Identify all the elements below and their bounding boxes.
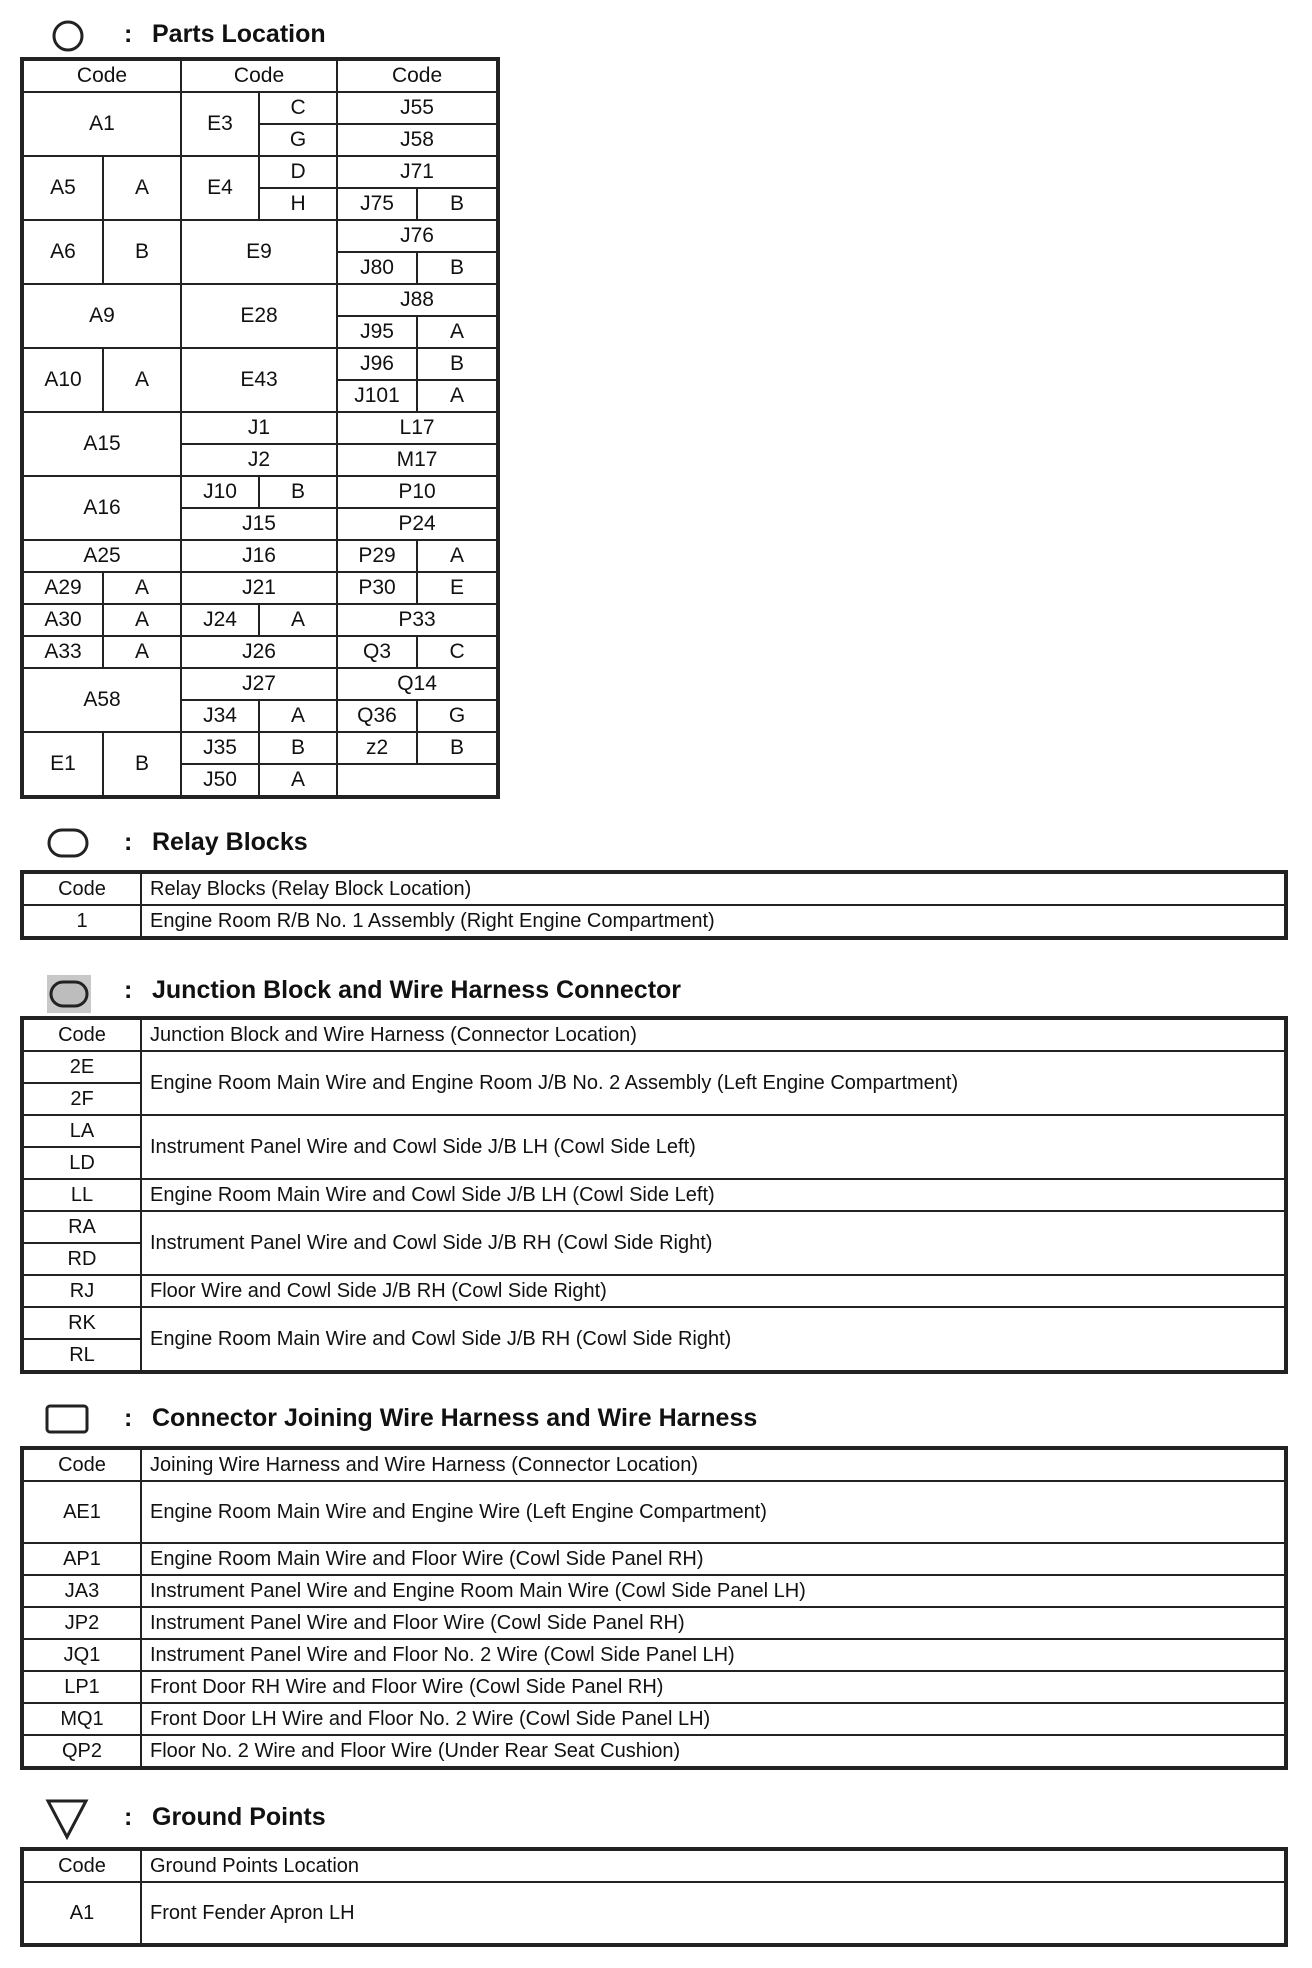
relay-blocks-list [22, 872, 1286, 938]
description-cell: Front Fender Apron LH [141, 1882, 1285, 1944]
description-cell: Engine Room Main Wire and Cowl Side J/B LH (Cowl Side Left) [141, 1179, 1285, 1211]
part-code: J10 [181, 476, 259, 508]
table-row [23, 1575, 1285, 1607]
part-sub-code: A [417, 380, 497, 412]
table-row [23, 905, 1285, 937]
part-sub-code: A [103, 348, 181, 412]
header-row [23, 1850, 1285, 1882]
part-code: A58 [23, 668, 181, 732]
code-cell: LD [23, 1147, 141, 1179]
part-sub-code: B [259, 476, 337, 508]
part-code: E9 [181, 220, 337, 284]
relay-blocks-section [0, 822, 1312, 932]
column-header: Code [23, 60, 181, 92]
parts-grid [22, 59, 498, 797]
shaded-oval-icon [46, 974, 92, 1014]
code-cell: RD [23, 1243, 141, 1275]
ground-points-list [22, 1849, 1286, 1945]
relay-blocks-header [0, 822, 1312, 862]
header-row [23, 1449, 1285, 1481]
part-code: A29 [23, 572, 103, 604]
parts-location-section [0, 14, 1312, 791]
rectangle-icon [44, 1402, 90, 1436]
parts-row [23, 732, 497, 764]
parts-location-table [22, 59, 496, 791]
colon: : [124, 1404, 133, 1432]
description-header: Junction Block and Wire Harness (Connector Location) [141, 1019, 1285, 1051]
table-row [23, 1115, 1285, 1147]
code-header: Code [23, 1019, 141, 1051]
colon: : [124, 1803, 133, 1831]
connector-header [0, 1398, 1312, 1438]
table-row [23, 1882, 1285, 1944]
part-code: J96 [337, 348, 417, 380]
part-sub-code: B [417, 732, 497, 764]
description-cell: Front Door RH Wire and Floor Wire (Cowl Side Panel RH) [141, 1671, 1285, 1703]
part-code: M17 [337, 444, 497, 476]
section-title: Junction Block and Wire Harness Connector [152, 976, 682, 1004]
colon: : [124, 20, 133, 48]
code-cell: RJ [23, 1275, 141, 1307]
part-code: P10 [337, 476, 497, 508]
part-code: Q3 [337, 636, 417, 668]
part-code: J101 [337, 380, 417, 412]
part-code: J21 [181, 572, 337, 604]
part-sub-code: C [417, 636, 497, 668]
part-code: E43 [181, 348, 337, 412]
part-code: E28 [181, 284, 337, 348]
part-code: Q36 [337, 700, 417, 732]
part-code: J35 [181, 732, 259, 764]
section-title: Relay Blocks [152, 828, 308, 856]
part-code: J71 [337, 156, 497, 188]
part-code: A25 [23, 540, 181, 572]
part-code: A33 [23, 636, 103, 668]
part-sub-code: B [417, 348, 497, 380]
table-row [23, 1671, 1285, 1703]
part-code: L17 [337, 412, 497, 444]
table-row [23, 1307, 1285, 1339]
part-code: J50 [181, 764, 259, 796]
triangle-icon [44, 1797, 90, 1841]
table-row [23, 1543, 1285, 1575]
column-header: Code [337, 60, 497, 92]
code-cell: A1 [23, 1882, 141, 1944]
part-code: A16 [23, 476, 181, 540]
code-cell: LL [23, 1179, 141, 1211]
part-sub-code: A [259, 604, 337, 636]
table-row [23, 1607, 1285, 1639]
part-code: A10 [23, 348, 103, 412]
part-code: J2 [181, 444, 337, 476]
part-sub-code: G [259, 124, 337, 156]
part-code: J34 [181, 700, 259, 732]
part-code: J26 [181, 636, 337, 668]
description-cell: Engine Room R/B No. 1 Assembly (Right Engine Compartment) [141, 905, 1285, 937]
part-code: J55 [337, 92, 497, 124]
table-row [23, 1639, 1285, 1671]
description-cell: Floor No. 2 Wire and Floor Wire (Under Rear Seat Cushion) [141, 1735, 1285, 1767]
part-code: J95 [337, 316, 417, 348]
description-cell: Instrument Panel Wire and Cowl Side J/B LH (Cowl Side Left) [141, 1115, 1285, 1179]
part-sub-code: H [259, 188, 337, 220]
part-sub-code: A [417, 540, 497, 572]
part-code: P24 [337, 508, 497, 540]
parts-location-header [0, 14, 1312, 54]
table-row [23, 1051, 1285, 1083]
part-sub-code: B [259, 732, 337, 764]
parts-row [23, 476, 497, 508]
part-sub-code: B [103, 732, 181, 796]
code-cell: JA3 [23, 1575, 141, 1607]
part-sub-code: A [259, 700, 337, 732]
code-cell: JP2 [23, 1607, 141, 1639]
junction-blocks-list [22, 1018, 1286, 1372]
section-title: Connector Joining Wire Harness and Wire Harness [152, 1404, 758, 1432]
part-code: E1 [23, 732, 103, 796]
part-sub-code: G [417, 700, 497, 732]
part-code: J75 [337, 188, 417, 220]
part-code: A5 [23, 156, 103, 220]
connectors-list [22, 1448, 1286, 1768]
parts-row [23, 668, 497, 700]
part-code: A30 [23, 604, 103, 636]
part-code: Q14 [337, 668, 497, 700]
part-code: A15 [23, 412, 181, 476]
code-cell: AE1 [23, 1481, 141, 1543]
part-sub-code: A [103, 572, 181, 604]
colon: : [124, 976, 133, 1004]
parts-row [23, 284, 497, 316]
part-code: A9 [23, 284, 181, 348]
parts-header-row [23, 60, 497, 92]
code-cell: MQ1 [23, 1703, 141, 1735]
part-sub-code: A [103, 604, 181, 636]
part-sub-code: D [259, 156, 337, 188]
code-cell: AP1 [23, 1543, 141, 1575]
table-row [23, 1275, 1285, 1307]
part-code: J80 [337, 252, 417, 284]
part-code: J1 [181, 412, 337, 444]
description-header: Joining Wire Harness and Wire Harness (Connector Location) [141, 1449, 1285, 1481]
parts-row [23, 220, 497, 252]
part-sub-code: B [417, 188, 497, 220]
part-sub-code: B [417, 252, 497, 284]
part-code: E3 [181, 92, 259, 156]
parts-row [23, 540, 497, 572]
table-row [23, 1703, 1285, 1735]
description-cell: Instrument Panel Wire and Floor Wire (Cowl Side Panel RH) [141, 1607, 1285, 1639]
code-cell: LP1 [23, 1671, 141, 1703]
table-row [23, 1735, 1285, 1767]
description-cell: Floor Wire and Cowl Side J/B RH (Cowl Side Right) [141, 1275, 1285, 1307]
column-header: Code [181, 60, 337, 92]
part-code: J15 [181, 508, 337, 540]
description-cell: Engine Room Main Wire and Engine Wire (Left Engine Compartment) [141, 1481, 1285, 1543]
part-sub-code: A [259, 764, 337, 796]
circle-icon [50, 18, 86, 54]
code-cell: RK [23, 1307, 141, 1339]
description-cell: Instrument Panel Wire and Cowl Side J/B RH (Cowl Side Right) [141, 1211, 1285, 1275]
part-code: A1 [23, 92, 181, 156]
parts-row [23, 572, 497, 604]
header-row [23, 873, 1285, 905]
part-sub-code: C [259, 92, 337, 124]
part-sub-code: A [103, 156, 181, 220]
code-cell: LA [23, 1115, 141, 1147]
table-row [23, 1481, 1285, 1543]
part-code: P33 [337, 604, 497, 636]
parts-row [23, 92, 497, 124]
part-code: z2 [337, 732, 417, 764]
ground-points-section [0, 1797, 1312, 1924]
part-code: J88 [337, 284, 497, 316]
description-cell: Instrument Panel Wire and Floor No. 2 Wire (Cowl Side Panel LH) [141, 1639, 1285, 1671]
part-sub-code: A [417, 316, 497, 348]
part-code: A6 [23, 220, 103, 284]
parts-row [23, 412, 497, 444]
description-cell: Engine Room Main Wire and Floor Wire (Cowl Side Panel RH) [141, 1543, 1285, 1575]
parts-row [23, 636, 497, 668]
parts-row [23, 348, 497, 380]
part-code: P29 [337, 540, 417, 572]
parts-row [23, 156, 497, 188]
section-title: Ground Points [152, 1803, 326, 1831]
code-cell: 2F [23, 1083, 141, 1115]
description-cell: Instrument Panel Wire and Engine Room Main Wire (Cowl Side Panel LH) [141, 1575, 1285, 1607]
part-code: J24 [181, 604, 259, 636]
parts-row [23, 604, 497, 636]
ground-points-header [0, 1797, 1312, 1837]
header-row [23, 1019, 1285, 1051]
rounded-oval-icon [46, 826, 90, 860]
table-row [23, 1211, 1285, 1243]
code-cell: RL [23, 1339, 141, 1371]
colon: : [124, 828, 133, 856]
part-code: P30 [337, 572, 417, 604]
description-header: Relay Blocks (Relay Block Location) [141, 873, 1285, 905]
part-code [337, 764, 497, 796]
part-code: E4 [181, 156, 259, 220]
part-sub-code: A [103, 636, 181, 668]
description-cell: Engine Room Main Wire and Cowl Side J/B RH (Cowl Side Right) [141, 1307, 1285, 1371]
description-header: Ground Points Location [141, 1850, 1285, 1882]
code-header: Code [23, 1850, 141, 1882]
description-cell: Engine Room Main Wire and Engine Room J/B No. 2 Assembly (Left Engine Compartment) [141, 1051, 1285, 1115]
code-cell: QP2 [23, 1735, 141, 1767]
part-code: J58 [337, 124, 497, 156]
part-sub-code: B [103, 220, 181, 284]
part-code: J27 [181, 668, 337, 700]
part-code: J16 [181, 540, 337, 572]
code-header: Code [23, 873, 141, 905]
table-row [23, 1179, 1285, 1211]
part-code: J76 [337, 220, 497, 252]
section-title: Parts Location [152, 20, 326, 48]
code-cell: JQ1 [23, 1639, 141, 1671]
junction-block-section [0, 970, 1312, 1366]
code-cell: RA [23, 1211, 141, 1243]
description-cell: Front Door LH Wire and Floor No. 2 Wire (Cowl Side Panel LH) [141, 1703, 1285, 1735]
part-sub-code: E [417, 572, 497, 604]
code-cell: 2E [23, 1051, 141, 1083]
code-cell: 1 [23, 905, 141, 937]
connector-section [0, 1398, 1312, 1762]
code-header: Code [23, 1449, 141, 1481]
junction-block-header [0, 970, 1312, 1010]
